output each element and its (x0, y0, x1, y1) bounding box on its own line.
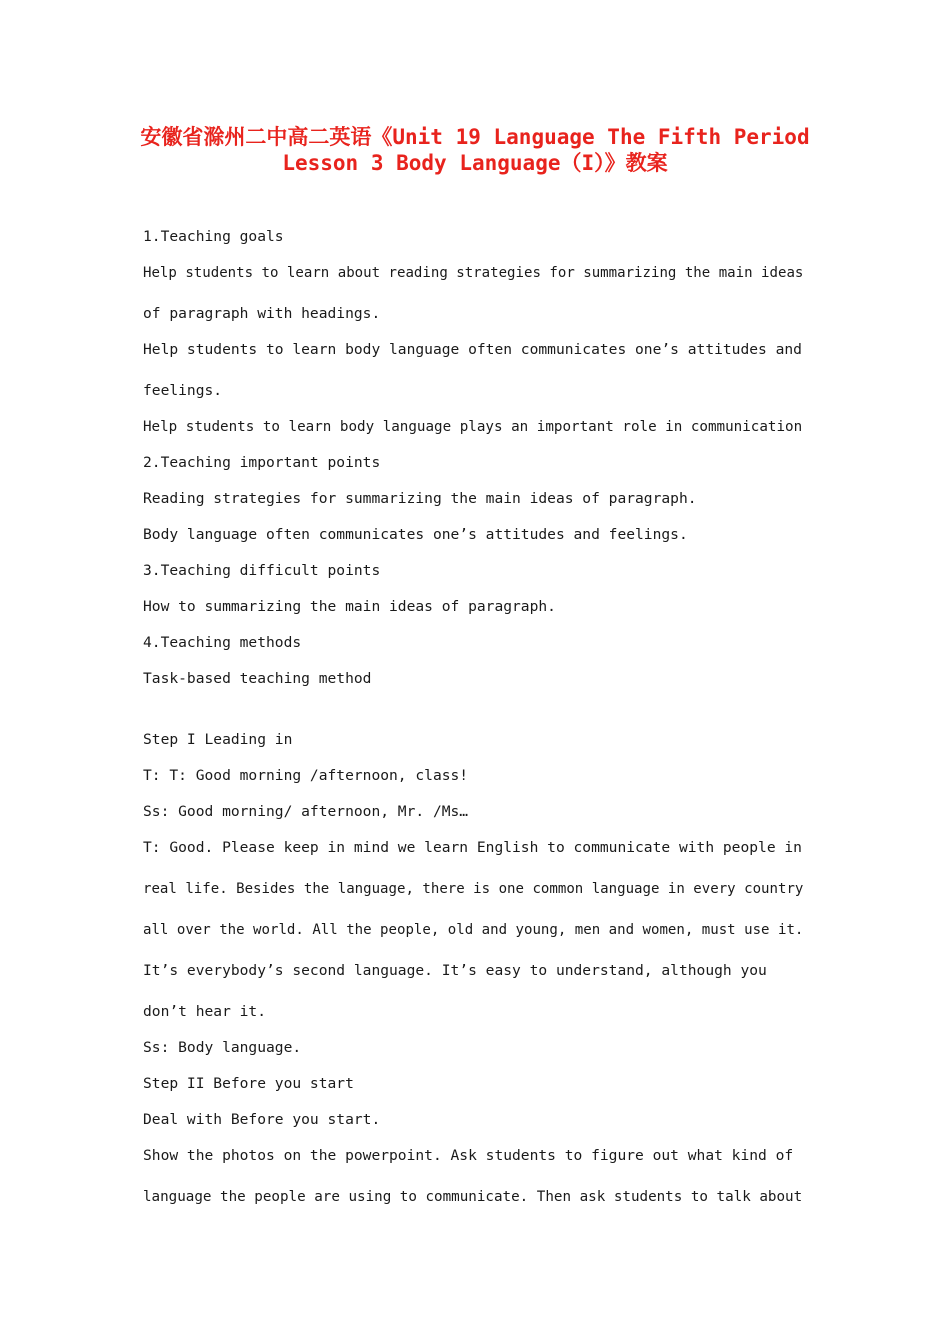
body-line: How to summarizing the main ideas of paragraph. (143, 598, 556, 615)
body-line: Reading strategies for summarizing the main ideas of paragraph. (143, 490, 697, 507)
dialogue-line: don’t hear it. (143, 1003, 267, 1020)
section-heading-important-points: 2.Teaching important points (143, 454, 381, 471)
dialogue-line: real life. Besides the language, there is one common language in every country (143, 881, 804, 897)
dialogue-line: Ss: Body language. (143, 1039, 302, 1056)
body-line: Deal with Before you start. (143, 1111, 381, 1128)
body-line: Body language often communicates one’s attitudes and feelings. (143, 526, 688, 543)
dialogue-line: all over the world. All the people, old and young, men and women, must use it. (143, 922, 804, 938)
step-heading-before-you-start: Step II Before you start (143, 1075, 354, 1092)
body-line: language the people are using to communicate. Then ask students to talk about (143, 1189, 803, 1205)
dialogue-line: T: Good. Please keep in mind we learn English to communicate with people in (143, 839, 802, 856)
body-line: Show the photos on the powerpoint. Ask students to figure out what kind of (143, 1147, 794, 1164)
dialogue-line: It’s everybody’s second language. It’s easy to understand, although you (143, 962, 767, 979)
body-line: Help students to learn body language plays an important role in communication (143, 419, 803, 435)
body-line: Help students to learn body language often communicates one’s attitudes and (143, 341, 802, 358)
title-line-2: Lesson 3 Body Language（I）》教案 (282, 151, 668, 175)
dialogue-line: Ss: Good morning/ afternoon, Mr. /Ms… (143, 803, 469, 820)
document-title (0, 124, 950, 176)
body-line: Task-based teaching method (143, 670, 372, 687)
section-heading-teaching-methods: 4.Teaching methods (143, 634, 302, 651)
body-line: Help students to learn about reading strategies for summarizing the main ideas (143, 265, 804, 281)
section-heading-difficult-points: 3.Teaching difficult points (143, 562, 381, 579)
dialogue-line: T: T: Good morning /afternoon, class! (143, 767, 469, 784)
step-heading-leading-in: Step I Leading in (143, 731, 293, 748)
body-line: feelings. (143, 382, 223, 399)
section-heading-teaching-goals: 1.Teaching goals (143, 228, 284, 245)
title-line-1: 安徽省滁州二中高二英语《Unit 19 Language The Fifth Period (140, 125, 810, 149)
body-line: of paragraph with headings. (143, 305, 381, 322)
